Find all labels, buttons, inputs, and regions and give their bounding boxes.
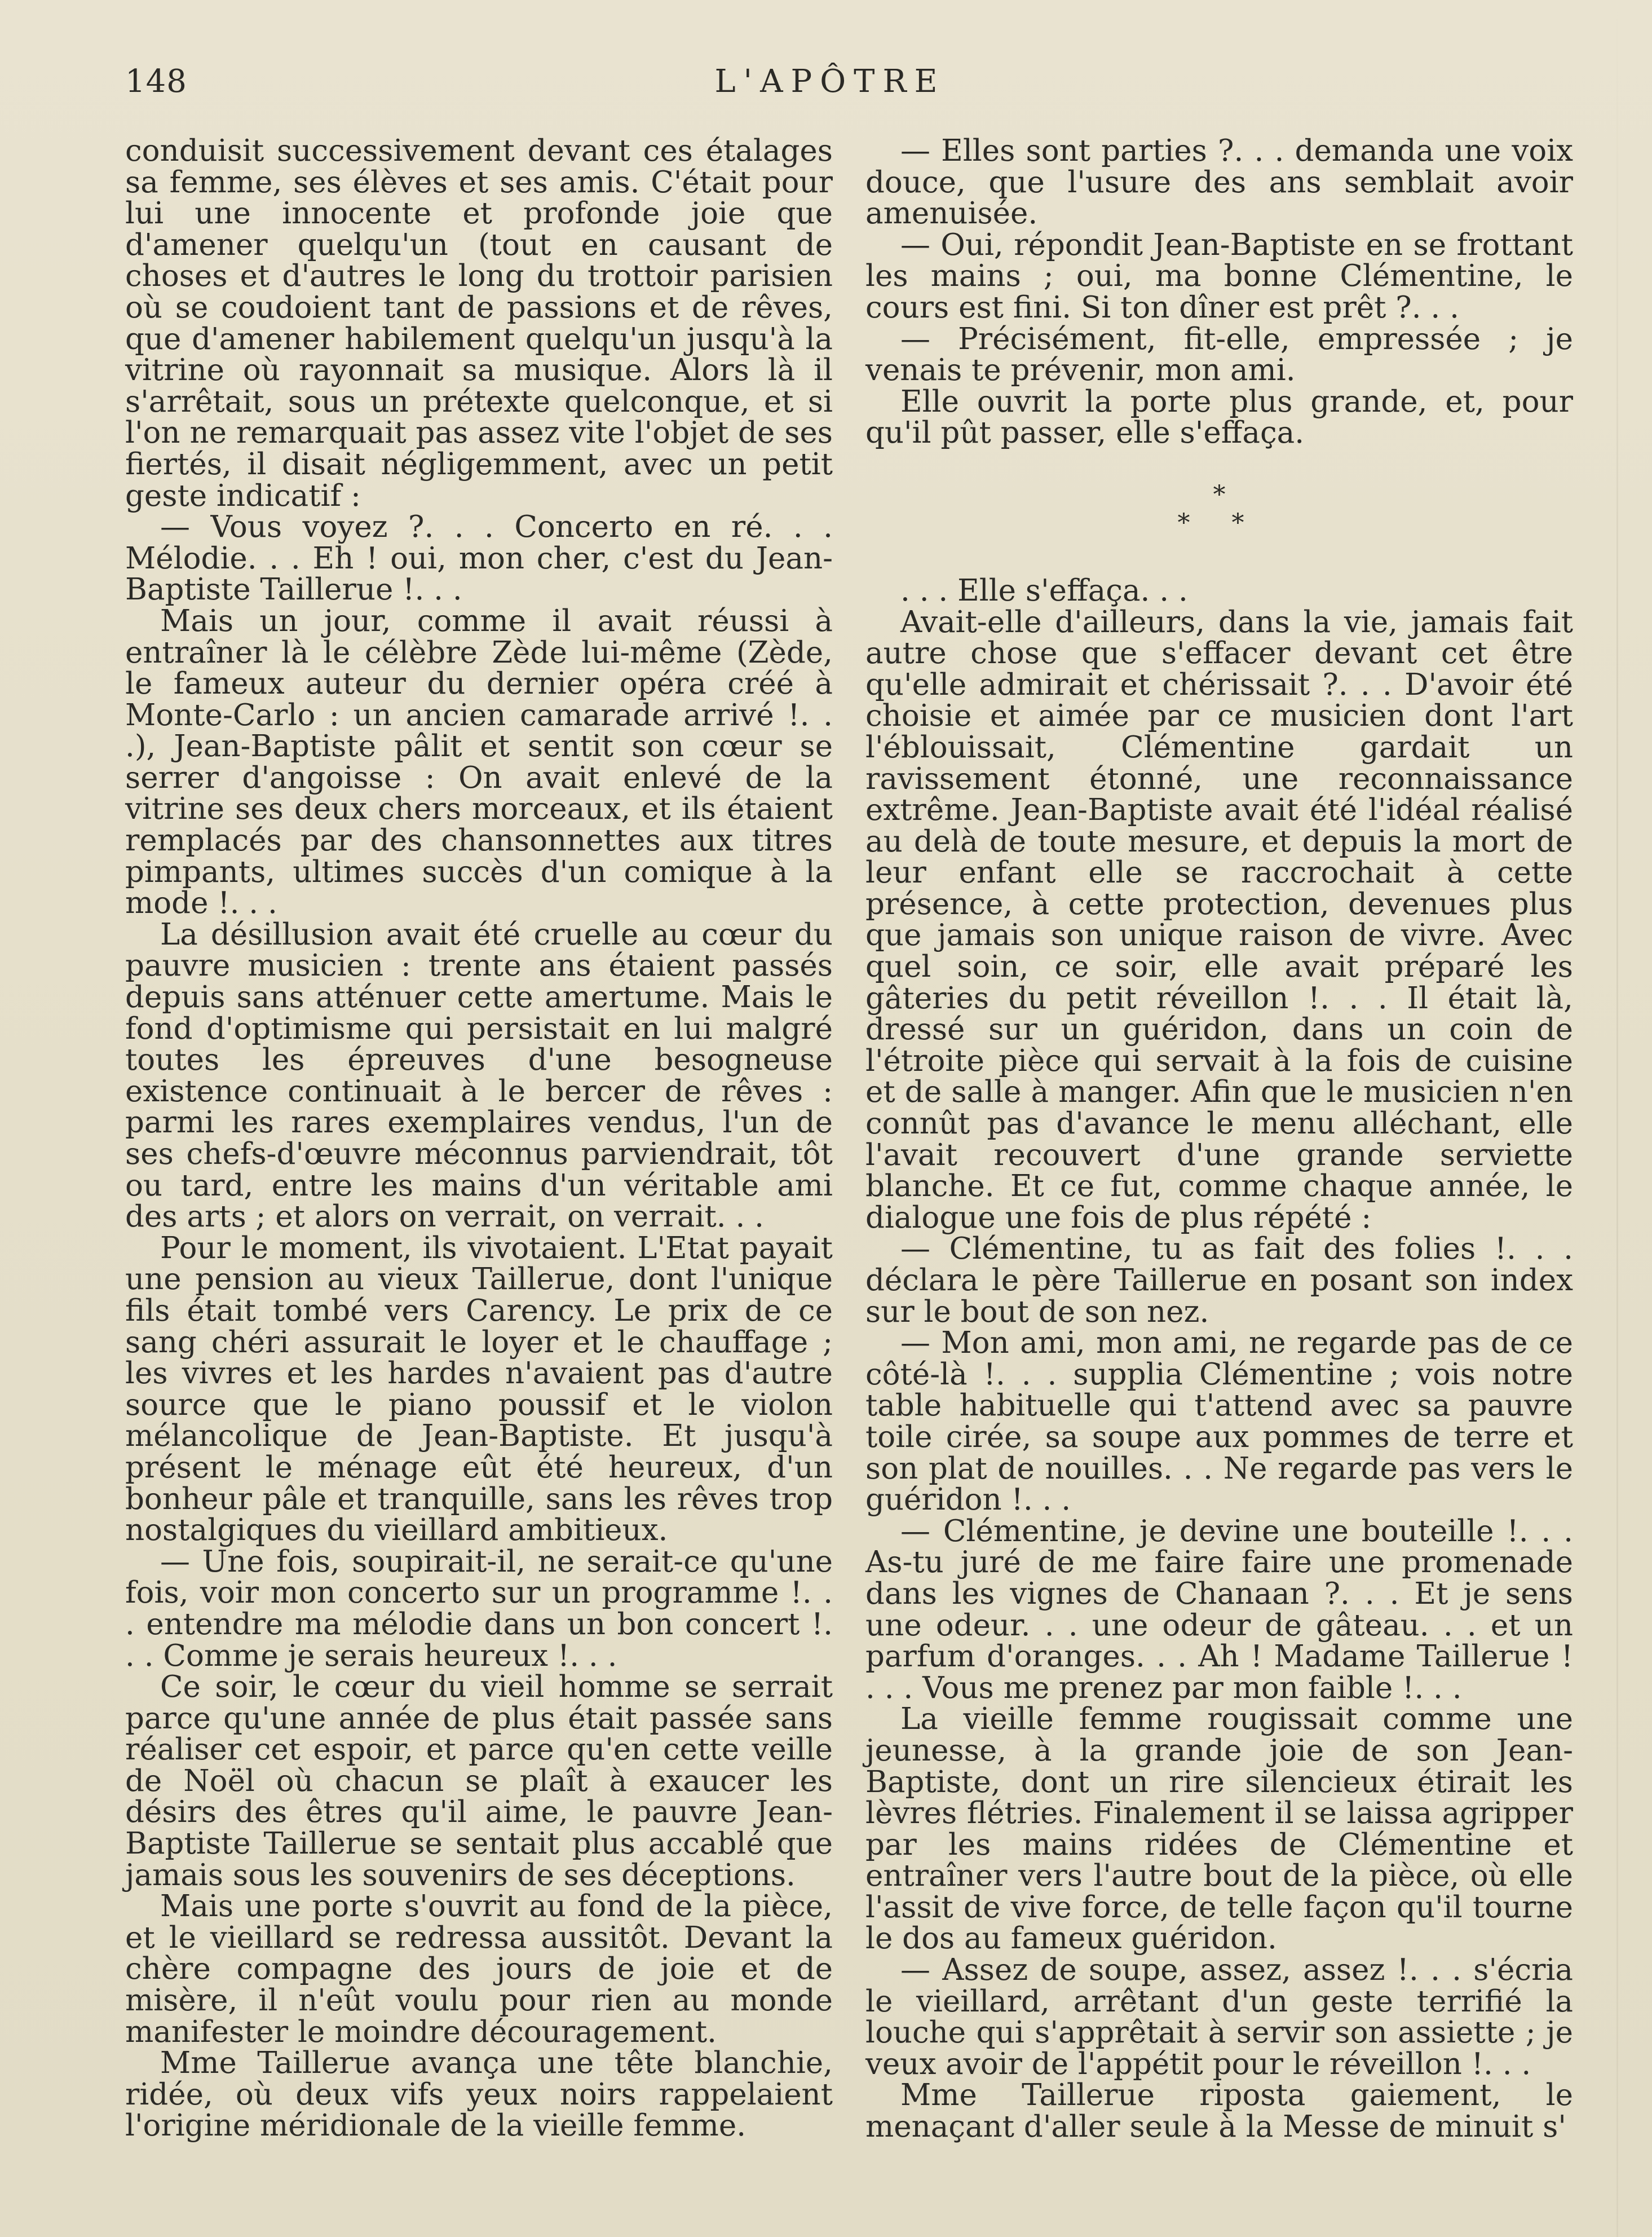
paragraph: — Précisément, fit-elle, empressée ; je venais te prévenir, mon ami. [865, 321, 1573, 388]
paragraph: — Oui, répondit Jean-Baptiste en se frottant les mains ; oui, ma bonne Clémentine, le cours est fini. Si ton dîner est prêt ?. . . [865, 227, 1573, 325]
paragraph: — Assez de soupe, assez, assez !. . . s'écria le vieillard, arrêtant d'un geste terrifié la louche qui s'apprêtait à servir son assiette ; je veux avoir de l'appétit pour le réveillon !. . . [865, 1953, 1573, 2081]
left-column [125, 135, 833, 2142]
paragraph: Mais un jour, comme il avait réussi à entraîner là le célèbre Zède lui-même (Zède, le fameux auteur du dernier opéra créé à Monte-Carlo : un ancien camarade arrivé !. . .), Jean-Baptiste pâlit et sentit son cœur se serrer d'angoisse : On avait enlevé de la vitrine ses deux chers morceaux, et ils étaient remplacés par des chansonnettes aux titres pimpants, ultimes succès d'un comique à la mode !. . . [125, 603, 833, 921]
page-number: 148 [125, 63, 187, 100]
separator-star-bottom: * * [1177, 508, 1261, 537]
separator-star-top: * [1213, 480, 1226, 509]
paragraph: Ce soir, le cœur du vieil homme se serrait parce qu'une année de plus était passée sans réaliser cet espoir, et parce qu'en cette veille de Noël où chacun se plaît à exaucer les désirs des êtres qu'il aime, le pauvre Jean-Baptiste Taillerue se sentait plus accablé que jamais sous les souvenirs de ses déceptions. [125, 1670, 833, 1892]
paragraph: La désillusion avait été cruelle au cœur du pauvre musicien : trente ans étaient passés depuis sans atténuer cette amertume. Mais le fond d'optimisme qui persistait en lui malgré toutes les épreuves d'une besogneuse existence continuait à le bercer de rêves : parmi les rares exemplaires vendus, l'un de ses chefs-d'œuvre méconnus parviendrait, tôt ou tard, entre les mains d'un véritable ami des arts ; et alors on verrait, on verrait. . . [125, 917, 833, 1234]
paragraph: — Une fois, soupirait-il, ne serait-ce qu'une fois, voir mon concerto sur un programme !. . . entendre ma mélodie dans un bon concert !. . . Comme je serais heureux !. . . [125, 1544, 833, 1673]
paragraph: Avait-elle d'ailleurs, dans la vie, jamais fait autre chose que s'effacer devant cet être qu'elle admirait et chérissait ?. . . D'avoir été choisie et aimée par ce musicien dont l'art l'éblouissait, Clémentine gardait un ravissement étonné, une reconnaissance extrême. Jean-Baptiste avait été l'idéal réalisé au delà de toute mesure, et depuis la mort de leur enfant elle se raccrochait à cette présence, à cette protection, devenues plus que jamais son unique raison de vivre. Avec quel soin, ce soir, elle avait préparé les gâteries du petit réveillon !. . . Il était là, dressé sur un guéridon, dans un coin de l'étroite pièce qui servait à la fois de cuisine et de salle à manger. Afin que le musicien n'en connût pas d'avance le menu alléchant, elle l'avait recouvert d'une grande serviette blanche. Et ce fut, comme chaque année, le dialogue une fois de plus répété : [865, 605, 1573, 1235]
paragraph: conduisit successivement devant ces étalages sa femme, ses élèves et ses amis. C'était pour lui une innocente et profonde joie que d'amener quelqu'un (tout en causant de choses et d'autres le long du trottoir parisien où se coudoient tant de passions et de rêves, que d'amener habilement quelqu'un jusqu'à la vitrine où rayonnait sa musique. Alors là il s'arrêtait, sous un prétexte quelconque, et si l'on ne remarquait pas assez vite l'objet de ses fiertés, il disait négligemment, avec un petit geste indicatif : [125, 134, 833, 513]
paragraph: Mme Taillerue riposta gaiement, le menaçant d'aller seule à la Messe de minuit s' [865, 2078, 1573, 2145]
page-edge-shadow [1616, 0, 1618, 2237]
page-header [125, 63, 1557, 114]
section-separator [865, 480, 1573, 537]
paragraph: Mais une porte s'ouvrit au fond de la pièce, et le vieillard se redressa aussitôt. Devant la chère compagne des jours de joie et de misère, il n'eût voulu pour rien au monde manifester le moindre découragement. [125, 1889, 833, 2049]
running-title: L'APÔTRE [714, 63, 946, 100]
paragraph: . . . Elle s'effaça. . . [900, 573, 1188, 608]
paragraph: Mme Taillerue avança une tête blanchie, ridée, où deux vifs yeux noirs rappelaient l'origine méridionale de la vieille femme. [125, 2046, 833, 2143]
paragraph: — Mon ami, mon ami, ne regarde pas de ce côté-là !. . . supplia Clémentine ; vois notre table habituelle qui t'attend avec sa pauvre toile cirée, sa soupe aux pommes de terre et son plat de nouilles. . . Ne regarde pas vers le guéridon !. . . [865, 1326, 1573, 1517]
paragraph: Pour le moment, ils vivotaient. L'Etat payait une pension au vieux Taillerue, dont l'unique fils était tombé vers Carency. Le prix de ce sang chéri assurait le loyer et le chauffage ; les vivres et les hardes n'avaient pas d'autre source que le piano poussif et le violon mélancolique de Jean-Baptiste. Et jusqu'à présent le ménage eût été heureux, d'un bonheur pâle et tranquille, sans les rêves trop nostalgiques du vieillard ambitieux. [125, 1230, 833, 1548]
right-column [865, 135, 1573, 2143]
paragraph: — Clémentine, je devine une bouteille !. . . As-tu juré de me faire faire une promenade dans les vignes de Chanaan ?. . . Et je sens une odeur. . . une odeur de gâteau. . . et un parfum d'oranges. . . Ah ! Madame Taillerue ! . . . Vous me prenez par mon faible !. . . [865, 1514, 1573, 1705]
paragraph: Elle ouvrit la porte plus grande, et, pour qu'il pût passer, elle s'effaça. [865, 384, 1573, 451]
paragraph: La vieille femme rougissait comme une jeunesse, à la grande joie de son Jean-Baptiste, dont un rire silencieux étirait les lèvres flétries. Finalement il se laissa agripper par les mains ridées de Clémentine et entraîner vers l'autre bout de la pièce, où elle l'assit de vive force, de telle façon qu'il tourne le dos au fameux guéridon. [865, 1702, 1573, 1956]
paragraph: — Elles sont parties ?. . . demanda une voix douce, que l'usure des ans semblait avoir amenuisée. [865, 134, 1573, 231]
paragraph: — Clémentine, tu as fait des folies !. . . déclara le père Taillerue en posant son index sur le bout de son nez. [865, 1232, 1573, 1329]
paragraph: — Vous voyez ?. . . Concerto en ré. . . Mélodie. . . Eh ! oui, mon cher, c'est du Jean-Baptiste Taillerue !. . . [125, 510, 833, 607]
